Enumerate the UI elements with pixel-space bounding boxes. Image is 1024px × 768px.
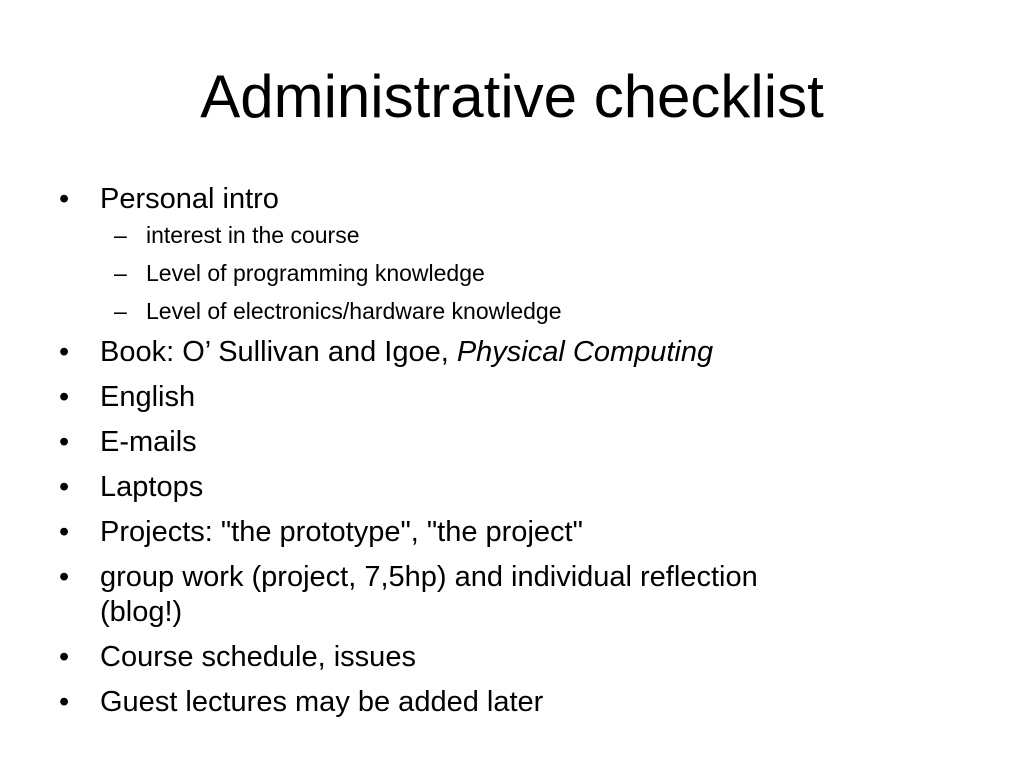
sub-item-electronics bbox=[100, 297, 956, 325]
sub-item-text: interest in the course bbox=[146, 222, 360, 248]
bullet-icon: • bbox=[59, 516, 70, 548]
list-item-text: E-mails bbox=[100, 426, 197, 458]
bullet-icon: • bbox=[59, 561, 70, 593]
bullet-icon: • bbox=[59, 336, 70, 368]
list-item-text: Projects: "the prototype", "the project" bbox=[100, 516, 583, 548]
slide-title: Administrative checklist bbox=[200, 63, 824, 130]
sub-item-interest bbox=[100, 221, 956, 249]
sub-item-text: Level of programming knowledge bbox=[146, 260, 485, 286]
list-item-english bbox=[56, 380, 956, 415]
list-item-text-line2: (blog!) bbox=[100, 596, 183, 628]
dash-icon: – bbox=[114, 222, 127, 248]
book-title: Physical Computing bbox=[456, 336, 714, 368]
bullet-icon: • bbox=[59, 183, 70, 215]
list-item-laptops bbox=[56, 470, 956, 505]
apostrophe: ’ bbox=[204, 336, 211, 368]
list-item-text-line1: group work (project, 7,5hp) and individual reflection bbox=[100, 561, 758, 593]
list-item-guest-lectures bbox=[56, 685, 956, 720]
book-middle: Sullivan and Igoe, bbox=[210, 336, 457, 368]
list-item-emails bbox=[56, 425, 956, 460]
book-prefix: Book: O bbox=[100, 336, 205, 368]
dash-icon: – bbox=[114, 260, 127, 286]
sub-list bbox=[100, 221, 956, 325]
bullet-icon: • bbox=[59, 686, 70, 718]
list-item-text: Guest lectures may be added later bbox=[100, 686, 544, 718]
bullet-icon: • bbox=[59, 471, 70, 503]
bullet-icon: • bbox=[59, 381, 70, 413]
sub-item-text: Level of electronics/hardware knowledge bbox=[146, 298, 562, 324]
list-item-text: English bbox=[100, 381, 196, 413]
list-item-personal-intro bbox=[56, 182, 956, 325]
bullet-list bbox=[56, 182, 956, 730]
list-item-text: Personal intro bbox=[100, 183, 279, 215]
list-item-projects bbox=[56, 515, 956, 550]
list-item-text: Course schedule, issues bbox=[100, 641, 416, 673]
bullet-icon: • bbox=[59, 641, 70, 673]
dash-icon: – bbox=[114, 298, 127, 324]
sub-item-programming bbox=[100, 259, 956, 287]
bullet-icon: • bbox=[59, 426, 70, 458]
list-item-schedule bbox=[56, 640, 956, 675]
list-item-text: Laptops bbox=[100, 471, 204, 503]
list-item-book bbox=[56, 335, 956, 370]
list-item-group-work bbox=[56, 560, 956, 630]
